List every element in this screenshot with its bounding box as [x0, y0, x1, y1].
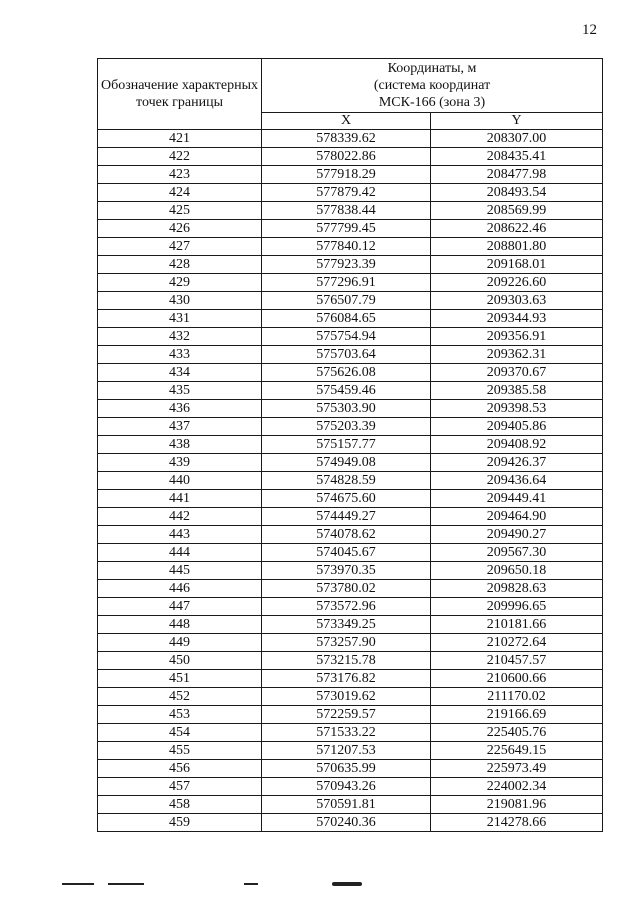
point-cell: 451 — [98, 670, 262, 688]
x-cell: 576507.79 — [262, 292, 431, 310]
table-row — [98, 742, 603, 760]
table-row — [98, 382, 603, 400]
table-row — [98, 796, 603, 814]
table-row — [98, 598, 603, 616]
coordinates-table — [97, 58, 603, 832]
x-cell: 575203.39 — [262, 418, 431, 436]
y-cell: 225973.49 — [431, 760, 603, 778]
header-coords-line3: МСК-166 (зона 3) — [378, 95, 486, 110]
table-row — [98, 652, 603, 670]
x-cell: 571533.22 — [262, 724, 431, 742]
table-row — [98, 130, 603, 148]
y-cell: 208622.46 — [431, 220, 603, 238]
header-y: Y — [431, 113, 603, 130]
table-row — [98, 472, 603, 490]
y-cell: 209436.64 — [431, 472, 603, 490]
table-row — [98, 166, 603, 184]
x-cell: 575303.90 — [262, 400, 431, 418]
x-cell: 573176.82 — [262, 670, 431, 688]
point-cell: 428 — [98, 256, 262, 274]
table-row — [98, 562, 603, 580]
y-cell: 209362.31 — [431, 346, 603, 364]
x-cell: 570240.36 — [262, 814, 431, 832]
y-cell: 210457.57 — [431, 652, 603, 670]
x-cell: 574045.67 — [262, 544, 431, 562]
table-row — [98, 508, 603, 526]
y-cell: 209385.58 — [431, 382, 603, 400]
y-cell: 214278.66 — [431, 814, 603, 832]
y-cell: 210600.66 — [431, 670, 603, 688]
table-row — [98, 220, 603, 238]
x-cell: 577840.12 — [262, 238, 431, 256]
y-cell: 224002.34 — [431, 778, 603, 796]
y-cell: 209168.01 — [431, 256, 603, 274]
y-cell: 219166.69 — [431, 706, 603, 724]
point-cell: 456 — [98, 760, 262, 778]
point-cell: 438 — [98, 436, 262, 454]
x-cell: 577296.91 — [262, 274, 431, 292]
header-point-designation: Обозначение характерных точек границы — [98, 59, 262, 130]
point-cell: 432 — [98, 328, 262, 346]
table-row — [98, 274, 603, 292]
point-cell: 443 — [98, 526, 262, 544]
header-coordinates — [262, 59, 603, 113]
point-cell: 422 — [98, 148, 262, 166]
x-cell: 574828.59 — [262, 472, 431, 490]
point-cell: 450 — [98, 652, 262, 670]
x-cell: 573970.35 — [262, 562, 431, 580]
y-cell: 209426.37 — [431, 454, 603, 472]
y-cell: 225405.76 — [431, 724, 603, 742]
x-cell: 570943.26 — [262, 778, 431, 796]
x-cell: 577879.42 — [262, 184, 431, 202]
table-row — [98, 310, 603, 328]
table-row — [98, 400, 603, 418]
header-x: X — [262, 113, 431, 130]
y-cell: 209370.67 — [431, 364, 603, 382]
y-cell: 208493.54 — [431, 184, 603, 202]
y-cell: 209567.30 — [431, 544, 603, 562]
point-cell: 434 — [98, 364, 262, 382]
x-cell: 575459.46 — [262, 382, 431, 400]
x-cell: 574949.08 — [262, 454, 431, 472]
x-cell: 573257.90 — [262, 634, 431, 652]
y-cell: 209356.91 — [431, 328, 603, 346]
y-cell: 209464.90 — [431, 508, 603, 526]
point-cell: 457 — [98, 778, 262, 796]
table-row — [98, 814, 603, 832]
footer-mark — [244, 883, 258, 885]
y-cell: 209490.27 — [431, 526, 603, 544]
point-cell: 426 — [98, 220, 262, 238]
table-row — [98, 490, 603, 508]
table-body — [98, 130, 603, 832]
table-row — [98, 184, 603, 202]
point-cell: 431 — [98, 310, 262, 328]
y-cell: 219081.96 — [431, 796, 603, 814]
x-cell: 573215.78 — [262, 652, 431, 670]
y-cell: 208569.99 — [431, 202, 603, 220]
y-cell: 209398.53 — [431, 400, 603, 418]
table-row — [98, 346, 603, 364]
point-cell: 425 — [98, 202, 262, 220]
table-row — [98, 634, 603, 652]
y-cell: 209449.41 — [431, 490, 603, 508]
x-cell: 573572.96 — [262, 598, 431, 616]
x-cell: 577918.29 — [262, 166, 431, 184]
point-cell: 458 — [98, 796, 262, 814]
table-row — [98, 670, 603, 688]
y-cell: 208801.80 — [431, 238, 603, 256]
point-cell: 439 — [98, 454, 262, 472]
point-cell: 452 — [98, 688, 262, 706]
x-cell: 572259.57 — [262, 706, 431, 724]
table-row — [98, 238, 603, 256]
header-coords-line2: (система координат — [373, 78, 491, 93]
point-cell: 444 — [98, 544, 262, 562]
point-cell: 459 — [98, 814, 262, 832]
point-cell: 445 — [98, 562, 262, 580]
x-cell: 575754.94 — [262, 328, 431, 346]
table-row — [98, 544, 603, 562]
x-cell: 577923.39 — [262, 256, 431, 274]
y-cell: 209226.60 — [431, 274, 603, 292]
y-cell: 208307.00 — [431, 130, 603, 148]
point-cell: 429 — [98, 274, 262, 292]
y-cell: 209405.86 — [431, 418, 603, 436]
x-cell: 575703.64 — [262, 346, 431, 364]
y-cell: 209408.92 — [431, 436, 603, 454]
x-cell: 570635.99 — [262, 760, 431, 778]
table-row — [98, 580, 603, 598]
footer-mark — [332, 882, 362, 886]
y-cell: 209344.93 — [431, 310, 603, 328]
x-cell: 578339.62 — [262, 130, 431, 148]
x-cell: 573349.25 — [262, 616, 431, 634]
y-cell: 210181.66 — [431, 616, 603, 634]
x-cell: 571207.53 — [262, 742, 431, 760]
x-cell: 574675.60 — [262, 490, 431, 508]
y-cell: 208435.41 — [431, 148, 603, 166]
y-cell: 225649.15 — [431, 742, 603, 760]
point-cell: 447 — [98, 598, 262, 616]
x-cell: 577799.45 — [262, 220, 431, 238]
footer-mark — [108, 883, 144, 885]
table-row — [98, 688, 603, 706]
y-cell: 211170.02 — [431, 688, 603, 706]
table-row — [98, 778, 603, 796]
table-row — [98, 418, 603, 436]
table-row — [98, 706, 603, 724]
table-row — [98, 760, 603, 778]
y-cell: 209650.18 — [431, 562, 603, 580]
x-cell: 573019.62 — [262, 688, 431, 706]
point-cell: 430 — [98, 292, 262, 310]
y-cell: 209996.65 — [431, 598, 603, 616]
point-cell: 454 — [98, 724, 262, 742]
y-cell: 209828.63 — [431, 580, 603, 598]
point-cell: 421 — [98, 130, 262, 148]
point-cell: 442 — [98, 508, 262, 526]
page-number: 12 — [582, 22, 597, 38]
table-row — [98, 526, 603, 544]
point-cell: 449 — [98, 634, 262, 652]
table-row — [98, 328, 603, 346]
y-cell: 208477.98 — [431, 166, 603, 184]
table-row — [98, 616, 603, 634]
point-cell: 437 — [98, 418, 262, 436]
footer-mark — [62, 883, 94, 885]
point-cell: 446 — [98, 580, 262, 598]
x-cell: 575626.08 — [262, 364, 431, 382]
point-cell: 433 — [98, 346, 262, 364]
point-cell: 423 — [98, 166, 262, 184]
point-cell: 435 — [98, 382, 262, 400]
table-row — [98, 436, 603, 454]
point-cell: 424 — [98, 184, 262, 202]
table-row — [98, 454, 603, 472]
table-row — [98, 148, 603, 166]
table-row — [98, 256, 603, 274]
point-cell: 453 — [98, 706, 262, 724]
point-cell: 436 — [98, 400, 262, 418]
y-cell: 209303.63 — [431, 292, 603, 310]
x-cell: 577838.44 — [262, 202, 431, 220]
point-cell: 448 — [98, 616, 262, 634]
x-cell: 574078.62 — [262, 526, 431, 544]
x-cell: 573780.02 — [262, 580, 431, 598]
table-row — [98, 202, 603, 220]
table-row — [98, 292, 603, 310]
x-cell: 574449.27 — [262, 508, 431, 526]
y-cell: 210272.64 — [431, 634, 603, 652]
point-cell: 455 — [98, 742, 262, 760]
x-cell: 570591.81 — [262, 796, 431, 814]
table-row — [98, 364, 603, 382]
point-cell: 427 — [98, 238, 262, 256]
x-cell: 578022.86 — [262, 148, 431, 166]
x-cell: 575157.77 — [262, 436, 431, 454]
point-cell: 440 — [98, 472, 262, 490]
table-row — [98, 724, 603, 742]
point-cell: 441 — [98, 490, 262, 508]
header-coords-line1: Координаты, м — [387, 61, 477, 76]
x-cell: 576084.65 — [262, 310, 431, 328]
